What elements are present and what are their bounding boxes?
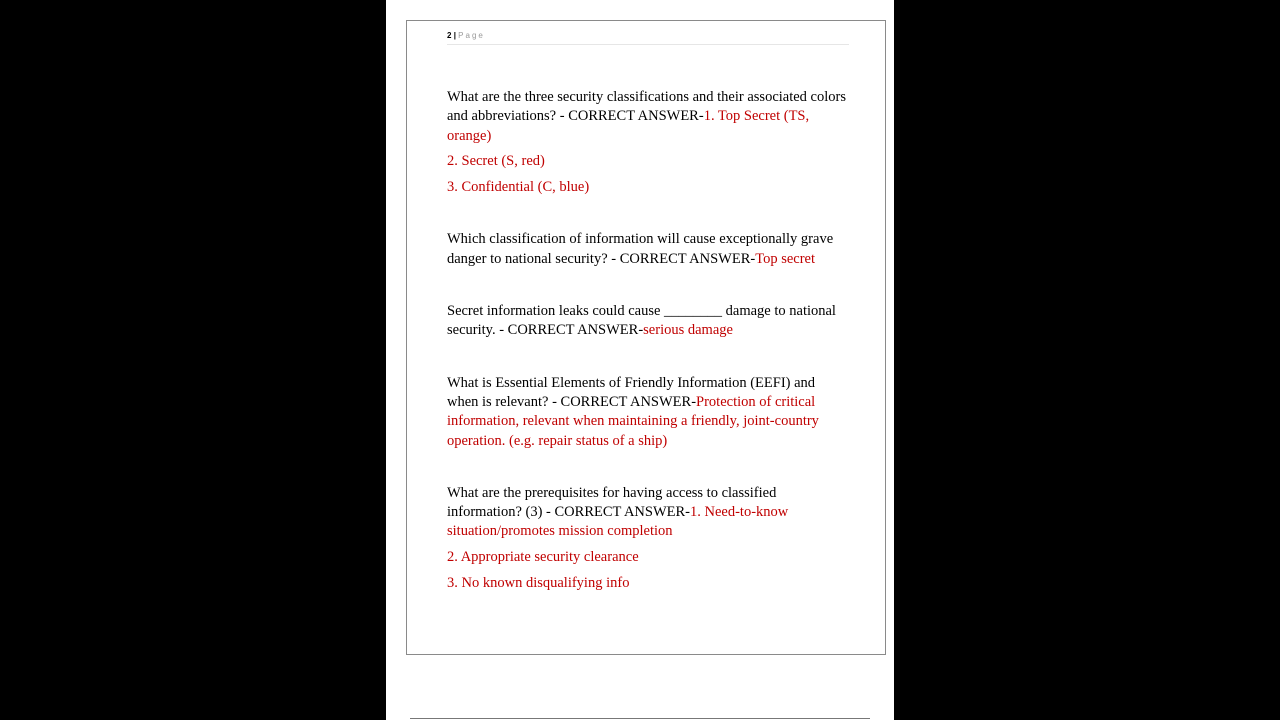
answer-line: 3. Confidential (C, blue) [447,179,590,196]
qa-paragraph [447,88,849,146]
qa-item [447,374,849,451]
answer-text: 1. Need-to-know situation/promotes mission completion [447,504,789,540]
answer-text: Protection of critical information, relevant when maintaining a friendly, joint-country operation. (e.g. repair status of a ship) [447,393,819,449]
question-text: What is Essential Elements of Friendly Information (EEFI) and when is relevant? - CORRECT ANSWER- [447,374,816,410]
qa-paragraph [447,230,849,269]
header-separator: | [453,31,456,40]
qa-item [447,484,849,593]
question-text: Secret information leaks could cause ________ damage to national security. - CORRECT ANSWER- [447,303,836,339]
answer-line: 2. Appropriate security clearance [447,549,639,566]
qa-item [447,230,849,269]
page-number: 2 [447,31,452,40]
page-body [447,88,849,626]
answer-text: 1. Top Secret (TS, orange) [447,108,810,144]
question-text: What are the three security classifications and their associated colors and abbreviations? - CORRECT ANSWER- [447,89,846,125]
qa-paragraph [447,374,849,451]
document-page [386,0,894,720]
page-label: Page [458,31,485,40]
question-text: Which classification of information will cause exceptionally grave danger to national security? - CORRECT ANSWER- [447,231,834,267]
qa-item [447,302,849,341]
answer-text: serious damage [643,322,733,339]
question-text: What are the prerequisites for having access to classified information? (3) - CORRECT ANSWER- [447,484,777,521]
answer-line: 3. No known disqualifying info [447,575,630,592]
qa-item [447,88,849,197]
answer-line: 2. Secret (S, red) [447,153,545,170]
qa-paragraph [447,484,849,542]
next-page-rule [410,718,870,719]
answer-text: Top secret [755,250,815,267]
page-header [447,31,849,45]
qa-paragraph [447,302,849,341]
